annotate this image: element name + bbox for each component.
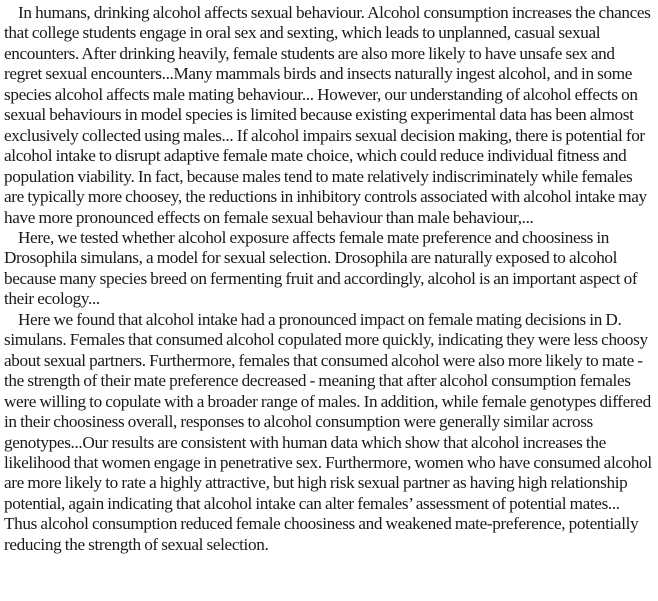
paragraph-human-alcohol-effects: In humans, drinking alcohol affects sexual behaviour. Alcohol consumption increases the chances that college students engage in oral sex and sexting, which leads to unplanned, casual sexual encounters. After drinking heavily, female students are also more likely to have unsafe sex and regret sexual encounters...Many mammals birds and insects naturally ingest alcohol, and in some species alcohol affects male mating behaviour... However, our understanding of alcohol effects on sexual behaviours in model species is limited because existing experimental data has been almost exclusively collected using males... If alcohol impairs sexual decision making, there is potential for alcohol intake to disrupt adaptive female mate choice, which could reduce individual fitness and population viability. In fact, because males tend to mate relatively indiscriminately while females are typically more choosey, the reductions in inhibitory controls associated with alcohol intake may have more pronounced effects on female sexual behaviour than male behaviour,... bbox=[4, 3, 651, 227]
paragraph-drosophila-study: Here, we tested whether alcohol exposure affects female mate preference and choosiness in Drosophila simulans, a model for sexual selection. Drosophila are naturally exposed to alcohol because many species breed on fermenting fruit and accordingly, alcohol is an important aspect of their ecology... bbox=[4, 227, 638, 309]
paragraph-findings: Here we found that alcohol intake had a pronounced impact on female mating decisions in D. simulans. Females that consumed alcohol copulated more quickly, indicating they were less choosy about sexual partners. Furthermore, females that consumed alcohol were also more likely to mate - the strength of their mate preference decreased - meaning that after alcohol consumption females were willing to copulate with a broader range of males. In addition, while female genotypes differed in their choosiness overall, responses to alcohol consumption were generally similar across genotypes...Our results are consistent with human data which show that alcohol increases the likelihood that women engage in penetrative sex. Furthermore, women who have consumed alcohol are more likely to rate a highly attractive, but high risk sexual partner as having high relationship potential, again indicating that alcohol intake can alter females’ assessment of potential mates... Thus alcohol consumption reduced female choosiness and weakened mate-preference, potentially reducing the strength of sexual selection. bbox=[4, 309, 652, 554]
